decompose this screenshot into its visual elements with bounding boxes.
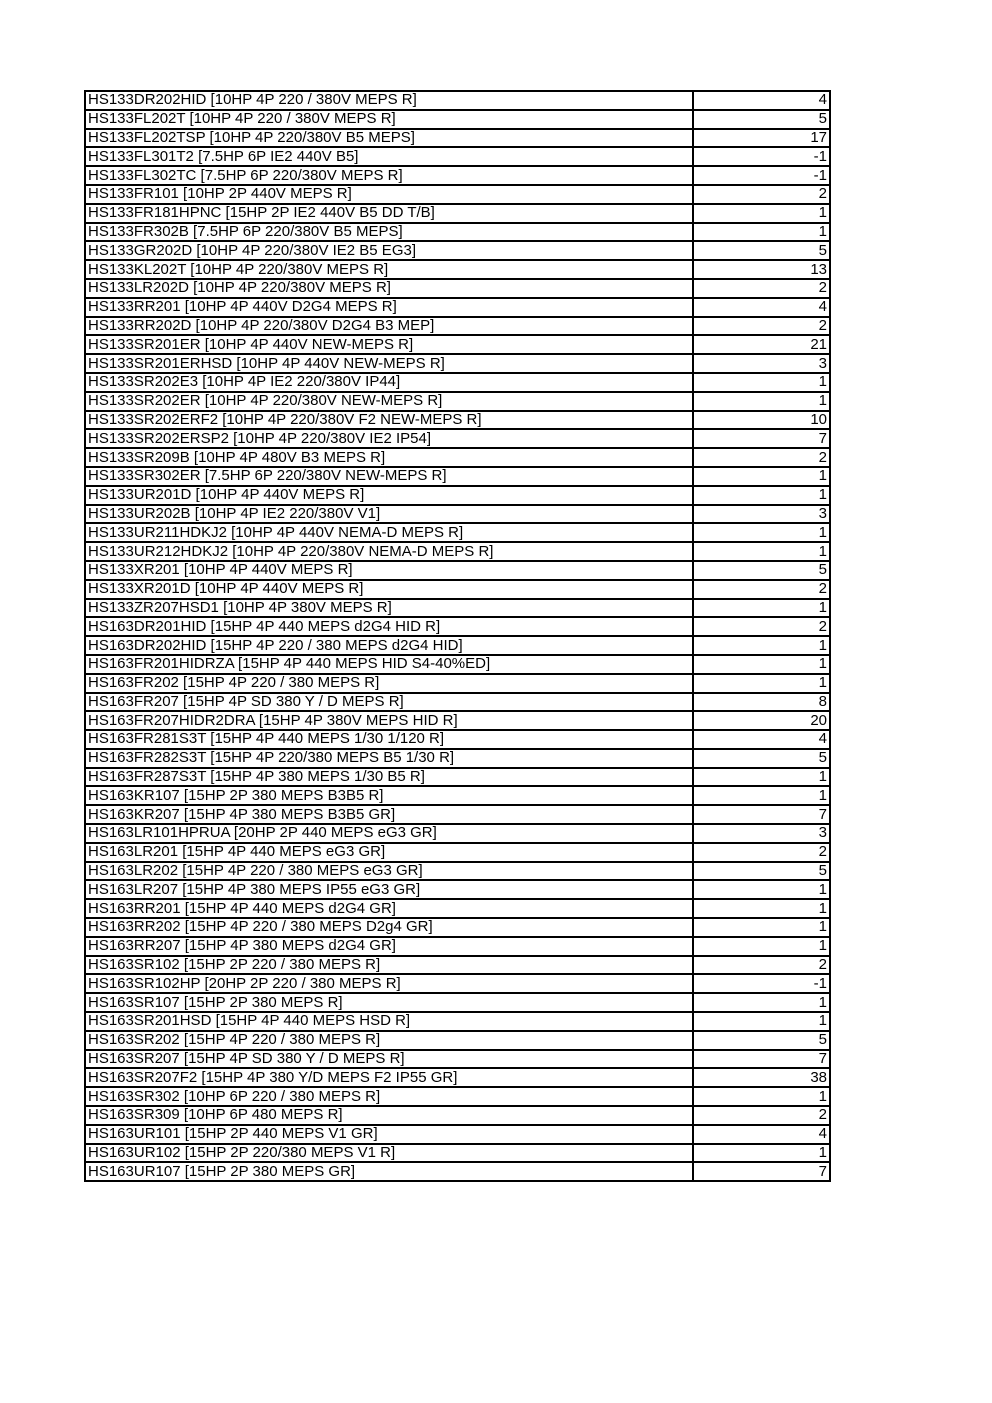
table-row: [85, 354, 830, 373]
item-description-cell: HS163KR207 [15HP 4P 380 MEPS B3B5 GR]: [85, 805, 693, 824]
table-row: [85, 1087, 830, 1106]
item-quantity-cell: 5: [693, 110, 830, 129]
table-row: [85, 392, 830, 411]
item-quantity-cell: 2: [693, 580, 830, 599]
item-description-cell: HS163FR281S3T [15HP 4P 440 MEPS 1/30 1/120 R]: [85, 730, 693, 749]
table-row: [85, 429, 830, 448]
item-description-cell: HS133SR202ERF2 [10HP 4P 220/380V F2 NEW-MEPS R]: [85, 411, 693, 430]
item-quantity-cell: 1: [693, 1012, 830, 1031]
item-description-cell: HS163RR201 [15HP 4P 440 MEPS d2G4 GR]: [85, 899, 693, 918]
item-description-cell: HS133RR202D [10HP 4P 220/380V D2G4 B3 MEP]: [85, 317, 693, 336]
item-quantity-cell: 2: [693, 843, 830, 862]
table-row: [85, 730, 830, 749]
item-description-cell: HS163LR101HPRUA [20HP 2P 440 MEPS eG3 GR]: [85, 824, 693, 843]
item-quantity-cell: 1: [693, 523, 830, 542]
item-quantity-cell: 7: [693, 1050, 830, 1069]
item-description-cell: HS133UR211HDKJ2 [10HP 4P 440V NEMA-D MEPS R]: [85, 523, 693, 542]
item-quantity-cell: 2: [693, 185, 830, 204]
inventory-table-body: [85, 91, 830, 1181]
item-description-cell: HS163FR207 [15HP 4P SD 380 Y / D MEPS R]: [85, 693, 693, 712]
item-description-cell: HS133SR302ER [7.5HP 6P 220/380V NEW-MEPS R]: [85, 467, 693, 486]
table-row: [85, 129, 830, 148]
table-row: [85, 317, 830, 336]
item-description-cell: HS163SR207F2 [15HP 4P 380 Y/D MEPS F2 IP55 GR]: [85, 1068, 693, 1087]
table-row: [85, 655, 830, 674]
table-row: [85, 373, 830, 392]
item-quantity-cell: 1: [693, 937, 830, 956]
table-row: [85, 185, 830, 204]
item-description-cell: HS133RR201 [10HP 4P 440V D2G4 MEPS R]: [85, 298, 693, 317]
table-row: [85, 523, 830, 542]
item-description-cell: HS133LR202D [10HP 4P 220/380V MEPS R]: [85, 279, 693, 298]
table-row: [85, 147, 830, 166]
table-row: [85, 241, 830, 260]
item-quantity-cell: 13: [693, 260, 830, 279]
table-row: [85, 467, 830, 486]
item-description-cell: HS133FL202T [10HP 4P 220 / 380V MEPS R]: [85, 110, 693, 129]
item-quantity-cell: 1: [693, 768, 830, 787]
inventory-table: [84, 90, 831, 1182]
table-row: [85, 824, 830, 843]
item-description-cell: HS133XR201 [10HP 4P 440V MEPS R]: [85, 561, 693, 580]
item-quantity-cell: 7: [693, 1162, 830, 1181]
item-quantity-cell: 4: [693, 298, 830, 317]
item-quantity-cell: 1: [693, 392, 830, 411]
item-quantity-cell: 1: [693, 674, 830, 693]
item-quantity-cell: 4: [693, 730, 830, 749]
item-quantity-cell: 1: [693, 1087, 830, 1106]
item-quantity-cell: 1: [693, 880, 830, 899]
item-description-cell: HS163SR207 [15HP 4P SD 380 Y / D MEPS R]: [85, 1050, 693, 1069]
item-description-cell: HS133SR201ER [10HP 4P 440V NEW-MEPS R]: [85, 335, 693, 354]
item-description-cell: HS133ZR207HSD1 [10HP 4P 380V MEPS R]: [85, 599, 693, 618]
item-quantity-cell: 2: [693, 279, 830, 298]
table-row: [85, 411, 830, 430]
item-quantity-cell: 2: [693, 617, 830, 636]
table-row: [85, 486, 830, 505]
item-quantity-cell: 1: [693, 899, 830, 918]
table-row: [85, 617, 830, 636]
table-row: [85, 1125, 830, 1144]
item-description-cell: HS163SR102HP [20HP 2P 220 / 380 MEPS R]: [85, 974, 693, 993]
item-description-cell: HS163SR309 [10HP 6P 480 MEPS R]: [85, 1106, 693, 1125]
item-description-cell: HS133FL302TC [7.5HP 6P 220/380V MEPS R]: [85, 166, 693, 185]
table-row: [85, 448, 830, 467]
item-quantity-cell: 21: [693, 335, 830, 354]
item-quantity-cell: 38: [693, 1068, 830, 1087]
item-quantity-cell: 2: [693, 1106, 830, 1125]
item-quantity-cell: 2: [693, 956, 830, 975]
table-row: [85, 749, 830, 768]
table-row: [85, 899, 830, 918]
item-description-cell: HS163KR107 [15HP 2P 380 MEPS B3B5 R]: [85, 786, 693, 805]
item-description-cell: HS133SR202E3 [10HP 4P IE2 220/380V IP44]: [85, 373, 693, 392]
item-description-cell: HS133FR302B [7.5HP 6P 220/380V B5 MEPS]: [85, 223, 693, 242]
item-description-cell: HS163LR201 [15HP 4P 440 MEPS eG3 GR]: [85, 843, 693, 862]
item-description-cell: HS133FL202TSP [10HP 4P 220/380V B5 MEPS]: [85, 129, 693, 148]
table-row: [85, 1106, 830, 1125]
item-quantity-cell: 1: [693, 918, 830, 937]
table-row: [85, 956, 830, 975]
table-row: [85, 542, 830, 561]
table-row: [85, 260, 830, 279]
item-description-cell: HS133DR202HID [10HP 4P 220 / 380V MEPS R]: [85, 91, 693, 110]
item-quantity-cell: 4: [693, 1125, 830, 1144]
table-row: [85, 1068, 830, 1087]
item-quantity-cell: 10: [693, 411, 830, 430]
table-row: [85, 843, 830, 862]
item-description-cell: HS133UR201D [10HP 4P 440V MEPS R]: [85, 486, 693, 505]
item-description-cell: HS163FR202 [15HP 4P 220 / 380 MEPS R]: [85, 674, 693, 693]
item-quantity-cell: 1: [693, 786, 830, 805]
item-quantity-cell: 4: [693, 91, 830, 110]
item-description-cell: HS163UR101 [15HP 2P 440 MEPS V1 GR]: [85, 1125, 693, 1144]
item-quantity-cell: 20: [693, 711, 830, 730]
item-quantity-cell: 1: [693, 636, 830, 655]
table-row: [85, 918, 830, 937]
item-description-cell: HS163LR207 [15HP 4P 380 MEPS IP55 eG3 GR]: [85, 880, 693, 899]
item-description-cell: HS163UR107 [15HP 2P 380 MEPS GR]: [85, 1162, 693, 1181]
item-quantity-cell: -1: [693, 166, 830, 185]
item-quantity-cell: 7: [693, 805, 830, 824]
item-description-cell: HS163RR207 [15HP 4P 380 MEPS d2G4 GR]: [85, 937, 693, 956]
item-quantity-cell: 5: [693, 241, 830, 260]
item-quantity-cell: 1: [693, 467, 830, 486]
item-quantity-cell: 8: [693, 693, 830, 712]
item-description-cell: HS133KL202T [10HP 4P 220/380V MEPS R]: [85, 260, 693, 279]
item-description-cell: HS133UR212HDKJ2 [10HP 4P 220/380V NEMA-D MEPS R]: [85, 542, 693, 561]
table-row: [85, 1050, 830, 1069]
table-row: [85, 993, 830, 1012]
item-quantity-cell: 1: [693, 1144, 830, 1163]
item-description-cell: HS133FR101 [10HP 2P 440V MEPS R]: [85, 185, 693, 204]
item-quantity-cell: 1: [693, 204, 830, 223]
item-description-cell: HS163FR201HIDRZA [15HP 4P 440 MEPS HID S4-40%ED]: [85, 655, 693, 674]
item-description-cell: HS163DR202HID [15HP 4P 220 / 380 MEPS d2G4 HID]: [85, 636, 693, 655]
table-row: [85, 1031, 830, 1050]
item-quantity-cell: -1: [693, 147, 830, 166]
item-quantity-cell: 5: [693, 1031, 830, 1050]
table-row: [85, 805, 830, 824]
table-row: [85, 1162, 830, 1181]
item-quantity-cell: 5: [693, 862, 830, 881]
table-row: [85, 204, 830, 223]
table-row: [85, 711, 830, 730]
item-quantity-cell: 2: [693, 317, 830, 336]
item-quantity-cell: 1: [693, 599, 830, 618]
item-description-cell: HS163RR202 [15HP 4P 220 / 380 MEPS D2g4 GR]: [85, 918, 693, 937]
table-row: [85, 1144, 830, 1163]
table-row: [85, 880, 830, 899]
item-description-cell: HS163FR282S3T [15HP 4P 220/380 MEPS B5 1/30 R]: [85, 749, 693, 768]
item-quantity-cell: -1: [693, 974, 830, 993]
item-description-cell: HS133GR202D [10HP 4P 220/380V IE2 B5 EG3]: [85, 241, 693, 260]
table-row: [85, 693, 830, 712]
item-description-cell: HS163FR207HIDR2DRA [15HP 4P 380V MEPS HID R]: [85, 711, 693, 730]
item-description-cell: HS163SR202 [15HP 4P 220 / 380 MEPS R]: [85, 1031, 693, 1050]
item-quantity-cell: 7: [693, 429, 830, 448]
item-description-cell: HS133SR202ER [10HP 4P 220/380V NEW-MEPS R]: [85, 392, 693, 411]
item-quantity-cell: 3: [693, 354, 830, 373]
table-row: [85, 561, 830, 580]
table-row: [85, 937, 830, 956]
item-description-cell: HS133XR201D [10HP 4P 440V MEPS R]: [85, 580, 693, 599]
item-quantity-cell: 1: [693, 655, 830, 674]
table-row: [85, 636, 830, 655]
item-description-cell: HS163UR102 [15HP 2P 220/380 MEPS V1 R]: [85, 1144, 693, 1163]
item-quantity-cell: 1: [693, 486, 830, 505]
item-description-cell: HS133SR209B [10HP 4P 480V B3 MEPS R]: [85, 448, 693, 467]
item-description-cell: HS133FR181HPNC [15HP 2P IE2 440V B5 DD T/B]: [85, 204, 693, 223]
item-description-cell: HS133FL301T2 [7.5HP 6P IE2 440V B5]: [85, 147, 693, 166]
item-quantity-cell: 17: [693, 129, 830, 148]
item-description-cell: HS163LR202 [15HP 4P 220 / 380 MEPS eG3 GR]: [85, 862, 693, 881]
item-description-cell: HS163FR287S3T [15HP 4P 380 MEPS 1/30 B5 R]: [85, 768, 693, 787]
item-quantity-cell: 1: [693, 542, 830, 561]
item-description-cell: HS133SR202ERSP2 [10HP 4P 220/380V IE2 IP54]: [85, 429, 693, 448]
table-row: [85, 110, 830, 129]
item-quantity-cell: 3: [693, 505, 830, 524]
item-quantity-cell: 5: [693, 749, 830, 768]
table-row: [85, 674, 830, 693]
item-description-cell: HS163SR201HSD [15HP 4P 440 MEPS HSD R]: [85, 1012, 693, 1031]
table-row: [85, 768, 830, 787]
table-row: [85, 91, 830, 110]
table-row: [85, 505, 830, 524]
item-description-cell: HS163DR201HID [15HP 4P 440 MEPS d2G4 HID R]: [85, 617, 693, 636]
item-quantity-cell: 2: [693, 448, 830, 467]
item-description-cell: HS133UR202B [10HP 4P IE2 220/380V V1]: [85, 505, 693, 524]
table-row: [85, 599, 830, 618]
table-row: [85, 974, 830, 993]
table-row: [85, 1012, 830, 1031]
table-row: [85, 298, 830, 317]
item-description-cell: HS163SR107 [15HP 2P 380 MEPS R]: [85, 993, 693, 1012]
item-quantity-cell: 5: [693, 561, 830, 580]
table-row: [85, 580, 830, 599]
table-row: [85, 862, 830, 881]
item-quantity-cell: 1: [693, 993, 830, 1012]
item-quantity-cell: 1: [693, 223, 830, 242]
table-row: [85, 335, 830, 354]
table-row: [85, 166, 830, 185]
item-description-cell: HS163SR302 [10HP 6P 220 / 380 MEPS R]: [85, 1087, 693, 1106]
table-row: [85, 279, 830, 298]
item-description-cell: HS133SR201ERHSD [10HP 4P 440V NEW-MEPS R]: [85, 354, 693, 373]
item-description-cell: HS163SR102 [15HP 2P 220 / 380 MEPS R]: [85, 956, 693, 975]
table-row: [85, 786, 830, 805]
item-quantity-cell: 1: [693, 373, 830, 392]
table-row: [85, 223, 830, 242]
item-quantity-cell: 3: [693, 824, 830, 843]
